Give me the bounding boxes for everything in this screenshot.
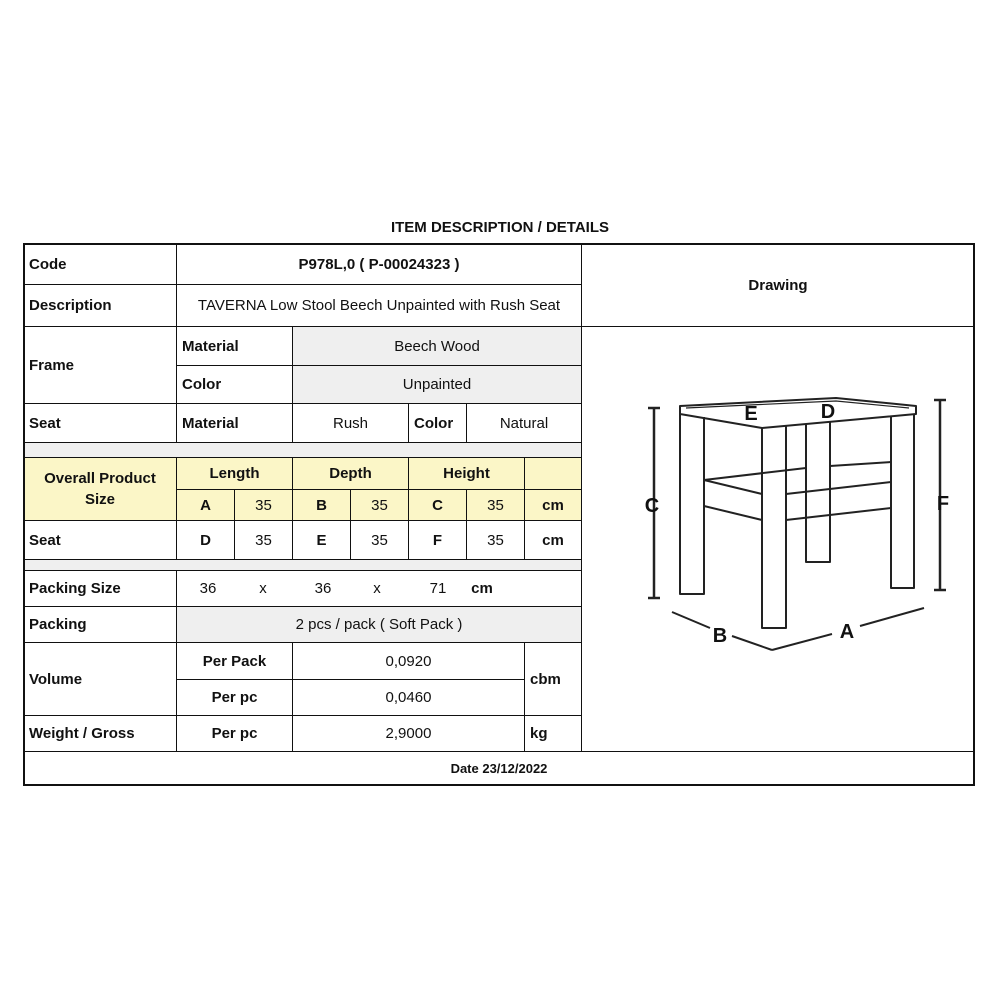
dim-e-value: 35 (350, 520, 409, 560)
leg-front-left (762, 426, 786, 628)
packing-size-unit: cm (471, 580, 493, 597)
drawing-letter-a: A (839, 621, 855, 643)
overall-size-label-text: Overall Product Size (44, 470, 156, 508)
description-value: TAVERNA Low Stool Beech Unpainted with Rush Seat (176, 284, 582, 327)
volume-label: Volume (23, 642, 177, 716)
drawing-letter-e: E (744, 403, 758, 425)
leg-left (680, 414, 704, 594)
packing-size-x2: x (373, 580, 381, 597)
stretcher-right (786, 482, 891, 520)
dim-d-label: D (176, 520, 235, 560)
frame-material-value: Beech Wood (292, 326, 582, 366)
weight-per-pc-label: Per pc (176, 715, 293, 752)
packing-label: Packing (23, 606, 177, 643)
seat-material-value: Rush (292, 403, 409, 443)
stool-drawing (606, 328, 970, 728)
dim-a-value: 35 (234, 489, 293, 521)
spacer-row (23, 442, 582, 458)
unit-header (524, 457, 582, 490)
drawing-letter-f: F (936, 493, 950, 515)
seat-size-unit: cm (524, 520, 582, 560)
page-title: ITEM DESCRIPTION / DETAILS (390, 219, 610, 236)
code-value: P978L,0 ( P-00024323 ) (176, 243, 582, 285)
weight-value: 2,9000 (292, 715, 525, 752)
weight-label: Weight / Gross (23, 715, 177, 752)
frame-color-value: Unpainted (292, 365, 582, 404)
volume-per-pack-label: Per Pack (176, 642, 293, 680)
date-footer: Date 23/12/2022 (23, 751, 975, 786)
packing-size-row (176, 570, 582, 607)
drawing-letter-c: C (644, 495, 660, 517)
dim-d-value: 35 (234, 520, 293, 560)
packing-size-height: 71 (429, 580, 447, 597)
stretcher-back (704, 462, 891, 480)
frame-color-label: Color (176, 365, 293, 404)
volume-per-pc-value: 0,0460 (292, 679, 525, 716)
packing-value: 2 pcs / pack ( Soft Pack ) (176, 606, 582, 643)
dim-f-label: F (408, 520, 467, 560)
packing-size-width: 36 (314, 580, 332, 597)
stretcher-left (704, 480, 762, 520)
volume-per-pack-value: 0,0920 (292, 642, 525, 680)
packing-size-x1: x (259, 580, 267, 597)
depth-header: Depth (292, 457, 409, 490)
packing-size-label: Packing Size (23, 570, 177, 607)
packing-size-length: 36 (199, 580, 217, 597)
height-header: Height (408, 457, 525, 490)
seat-color-label: Color (408, 403, 467, 443)
description-label: Description (23, 284, 177, 327)
weight-unit: kg (524, 715, 582, 752)
volume-per-pc-label: Per pc (176, 679, 293, 716)
dim-f-value: 35 (466, 520, 525, 560)
overall-size-unit: cm (524, 489, 582, 521)
drawing-label: Drawing (581, 243, 975, 327)
drawing-letter-b: B (712, 625, 728, 647)
length-header: Length (176, 457, 293, 490)
dim-c-value: 35 (466, 489, 525, 521)
dim-a-label: A (176, 489, 235, 521)
leg-right (891, 414, 914, 588)
dim-b-value: 35 (350, 489, 409, 521)
overall-size-label (23, 457, 177, 521)
volume-unit: cbm (524, 642, 582, 716)
seat-material-label: Material (176, 403, 293, 443)
details-table (23, 243, 975, 786)
code-label: Code (23, 243, 177, 285)
dim-e-label: E (292, 520, 351, 560)
frame-material-label: Material (176, 326, 293, 366)
seat-size-label: Seat (23, 520, 177, 560)
drawing-letter-d: D (820, 401, 836, 423)
seat-label: Seat (23, 403, 177, 443)
dim-c-label: C (408, 489, 467, 521)
seat-color-value: Natural (466, 403, 582, 443)
dim-b-label: B (292, 489, 351, 521)
frame-label: Frame (23, 326, 177, 404)
